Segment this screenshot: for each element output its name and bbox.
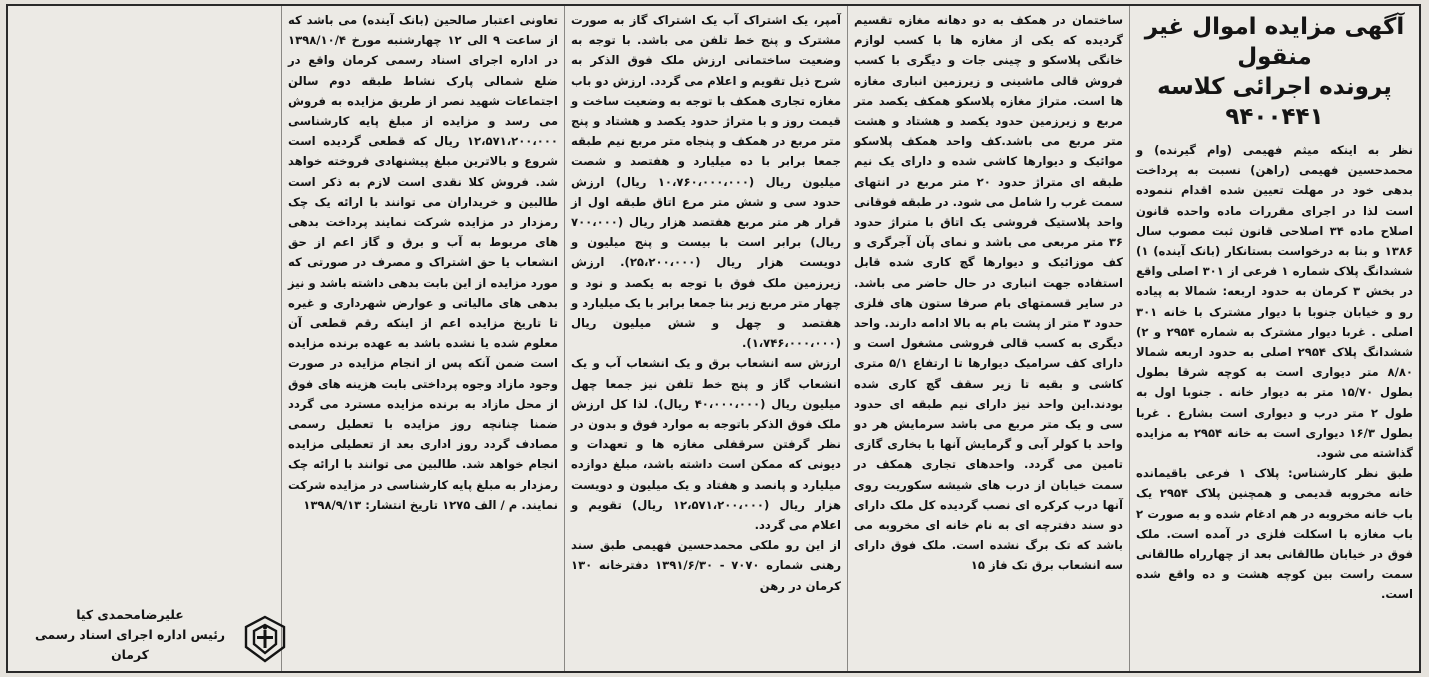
notice-subtitle: پرونده اجرائی کلاسه ۹۴۰۰۴۴۱ [1157, 74, 1392, 130]
column-4 [281, 6, 564, 671]
paragraph: نظر به اینکه میثم فهیمی (وام گیرنده) و محمدحسین فهیمی (راهن) نسبت به پرداخت بدهی خود در مهلت تعیین شده اقدام ننموده است لذا در اجرای مقررات ماده واحده قانون اصلاح ماده ۳۴ اصلاحی قانون ثبت مصوب سال ۱۳۸۶ و بنا به درخواست بستانکار (بانک آینده) ۱) ششدانگ پلاک شماره ۱ فرعی از ۳۰۱ اصلی واقع در بخش ۳ کرمان به حدود اربعه: شمالا به پیاده رو و خیابان جنوبا با دیوار مشترک با خانه ۳۰۱ اصلی . غربا دیوار مشترک به شماره ۲۹۵۴ و ۲) ششدانگ پلاک ۲۹۵۴ اصلی به حدود اربعه شمالا ۸/۸۰ متر دیواری است به کوچه شرقا بطول بطول ۱۵/۷۰ متر به دیوار خانه . جنوبا اول به طول ۲ متر درب و دیواری است بشارع . غربا بطول ۱۶/۳ دیواری است به خانه ۲۹۵۴ به مزایده گذاشته می شود. [1136, 143, 1414, 461]
judiciary-emblem-icon [240, 613, 290, 665]
paragraph: ارزش سه انشعاب برق و یک انشعاب آب و یک انشعاب گاز و پنج خط تلفن نیز جمعا چهل میلیون ریال (۴۰،۰۰۰،۰۰۰ ریال). لذا کل ارزش ملک فوق الذکر باتوجه به موارد فوق و بدون در نظر گرفتن سرقفلی مغازه ها و تعهدات و دیونی که ممکن است داشته باشد، مبلغ دوازده میلیارد و پانصد و هفتاد و یک میلیون و دویست هزار ریال (۱۲،۵۷۱،۲۰۰،۰۰۰ ریال) تقویم و اعلام می گردد. [571, 356, 841, 533]
paragraph: ساختمان در همکف به دو دهانه مغازه تقسیم گردیده که یکی از مغازه ها با کسب لوازم خانگی پلاسکو و چینی جات و دیگری با کسب فروش قالی ماشینی و زیرزمین انباری مغازه ها است. متراژ مغازه پلاسکو همکف یکصد متر مربع و زیرزمین حدود یکصد و هشتاد و هشت متر مربع می باشد.کف واحد همکف پلاسکو موائیک و دیوارها کاشی شده و دارای یک نیم طبقه ای متراژ حدود ۲۰ متر مربع در انتهای سمت غرب را شامل می شود. در طبقه فوقانی واحد پلاستیک فروشی یک اتاق با متراژ حدود ۳۶ متر مربعی می باشد و نمای پآن آجرگری و کف موزائیک و دیوارها گچ کاری شده قابل استفاده جهت انباری در حال حاضر می باشد. در سایر قسمتهای بام صرفا ستون های فلزی حدود ۳ متر از پشت بام به بالا ادامه دارند. واحد دیگری به کسب قالی فروشی مشغول است و دارای کف سرامیک دیوارها تا ارتفاع ۵/۱ متری کاشی و بقیه تا زیر سقف گچ کاری شده بودند.این واحد نیز دارای نیم طبقه ای حدود سی و یک متر مربع می باشد سرمایش هر دو واحد با کولر آبی و گرمایش آنها با بخاری گازی تامین می گردد. واحدهای تجاری همکف در سمت خیابان از درب های شیشه سکوریت روی آنها درب کرکره ای نصب گردیده کل ملک دارای دو سند دفترچه ای به نام خانه ای مخروبه می باشد که تک برگ نشده است. ملک فوق دارای سه انشعاب برق تک فاز ۱۵ [854, 13, 1123, 573]
notice-frame [6, 4, 1421, 673]
signer-name: علیرضامحمدی کیا [76, 607, 184, 622]
paragraph: آمپر، یک اشتراک آب یک اشتراک گاز به صورت مشترک و پنج خط تلفن می باشد. با توجه به وضعیت ساختمانی ارزش ملک فوق الذکر به شرح ذیل تقویم و اعلام می گردد. ارزش دو باب مغازه تجاری همکف با توجه به وضعیت ساخت و قیمت روز و با متراژ حدود یکصد و هشتاد و پنج متر مربع در همکف و پنجاه متر مربع نیم طبقه جمعا برابر با ده میلیارد و هفتصد و شصت میلیون ریال (۱۰،۷۶۰،۰۰۰،۰۰۰ ریال) ارزش حدود سی و شش متر مرع اتاق طبقه اول از قرار هر متر مربع هفتصد هزار ریال (۷۰۰،۰۰۰ ریال) برابر است با بیست و پنج میلیون و دویست هزار ریال (۲۵،۲۰۰،۰۰۰). ارزش زیرزمین ملک فوق با توجه به یکصد و نود و چهار متر مربع زیر بنا جمعا برابر با یک میلیارد و هفتصد و چهل و شش میلیون ریال (۱،۷۴۶،۰۰۰،۰۰۰). [571, 13, 841, 351]
paragraph: طبق نظر کارشناس: پلاک ۱ فرعی باقیمانده خانه مخروبه قدیمی و همچنین پلاک ۲۹۵۴ یک باب خانه مخروبه در هم ادغام شده و به صورت ۲ باب مغازه با اسکلت فلزی در آمده است. ملک فوق در خیابان طالقانی بعد از چهارراه طالقانی سمت راست بین کوچه هشت و ده واقع شده است. [1136, 466, 1414, 602]
signature-block [14, 605, 290, 665]
column-1 [1129, 6, 1419, 671]
signature-text [20, 605, 240, 665]
paragraph: تعاونی اعتبار صالحین (بانک آینده) می باشد که از ساعت ۹ الی ۱۲ چهارشنبه مورخ ۱۳۹۸/۱۰/۴ در اداره اجرای اسناد رسمی کرمان واقع در ضلع شمالی پارک نشاط طبقه دوم سالن اجتماعات شهید نصر از طریق مزایده به فروش می رسد و مزایده از مبلغ پایه کارشناسی ۱۲،۵۷۱،۲۰۰،۰۰۰ ریال که قطعی گردیده است شروع و بالاترین مبلغ پیشنهادی فروخته خواهد شد. فروش کلا نقدی است لازم به ذکر است طالبین و خریداران می توانند با ارائه یک چک رمزدار در مزایده شرکت نمایند پرداخت بدهی های مربوط به آب و برق و گاز اعم از حق انشعاب یا حق اشتراک و مصرف در صورتی که مورد مزایده از این بابت بدهی داشته باشد و نیز بدهی های مالیاتی و عوارض شهرداری و غیره تا تاریخ مزایده اعم از اینکه رقم قطعی آن معلوم شده یا نشده باشد به عهده برنده مزایده است ضمن آنکه پس از انجام مزایده در صورت وجود مازاد وجوه پرداختی بابت هزینه های فوق از محل مازاد به برنده مزایده مسترد می گردد ضمنا چنانچه روز مزایده با تعطیل رسمی مصادف گردد روز اداری بعد از تعطیلی مزایده انجام خواهد شد. طالبین می توانند با ارائه چک رمزدار به مبلغ پایه کارشناسی در مزایده شرکت نمایند. م / الف ۱۲۷۵ تاریخ انتشار: ۱۳۹۸/۹/۱۳ [288, 13, 558, 512]
paragraph: از این رو ملکی محمدحسین فهیمی طبق سند رهنی شماره ۷۰۷۰ - ۱۳۹۱/۶/۳۰ دفترخانه ۱۳۰ کرمان در رهن [571, 538, 842, 593]
column-3 [564, 6, 847, 671]
column-2 [847, 6, 1129, 671]
signer-title: رئیس اداره اجرای اسناد رسمی کرمان [34, 627, 226, 662]
notice-title: آگهی مزایده اموال غیر منقول [1144, 14, 1405, 70]
